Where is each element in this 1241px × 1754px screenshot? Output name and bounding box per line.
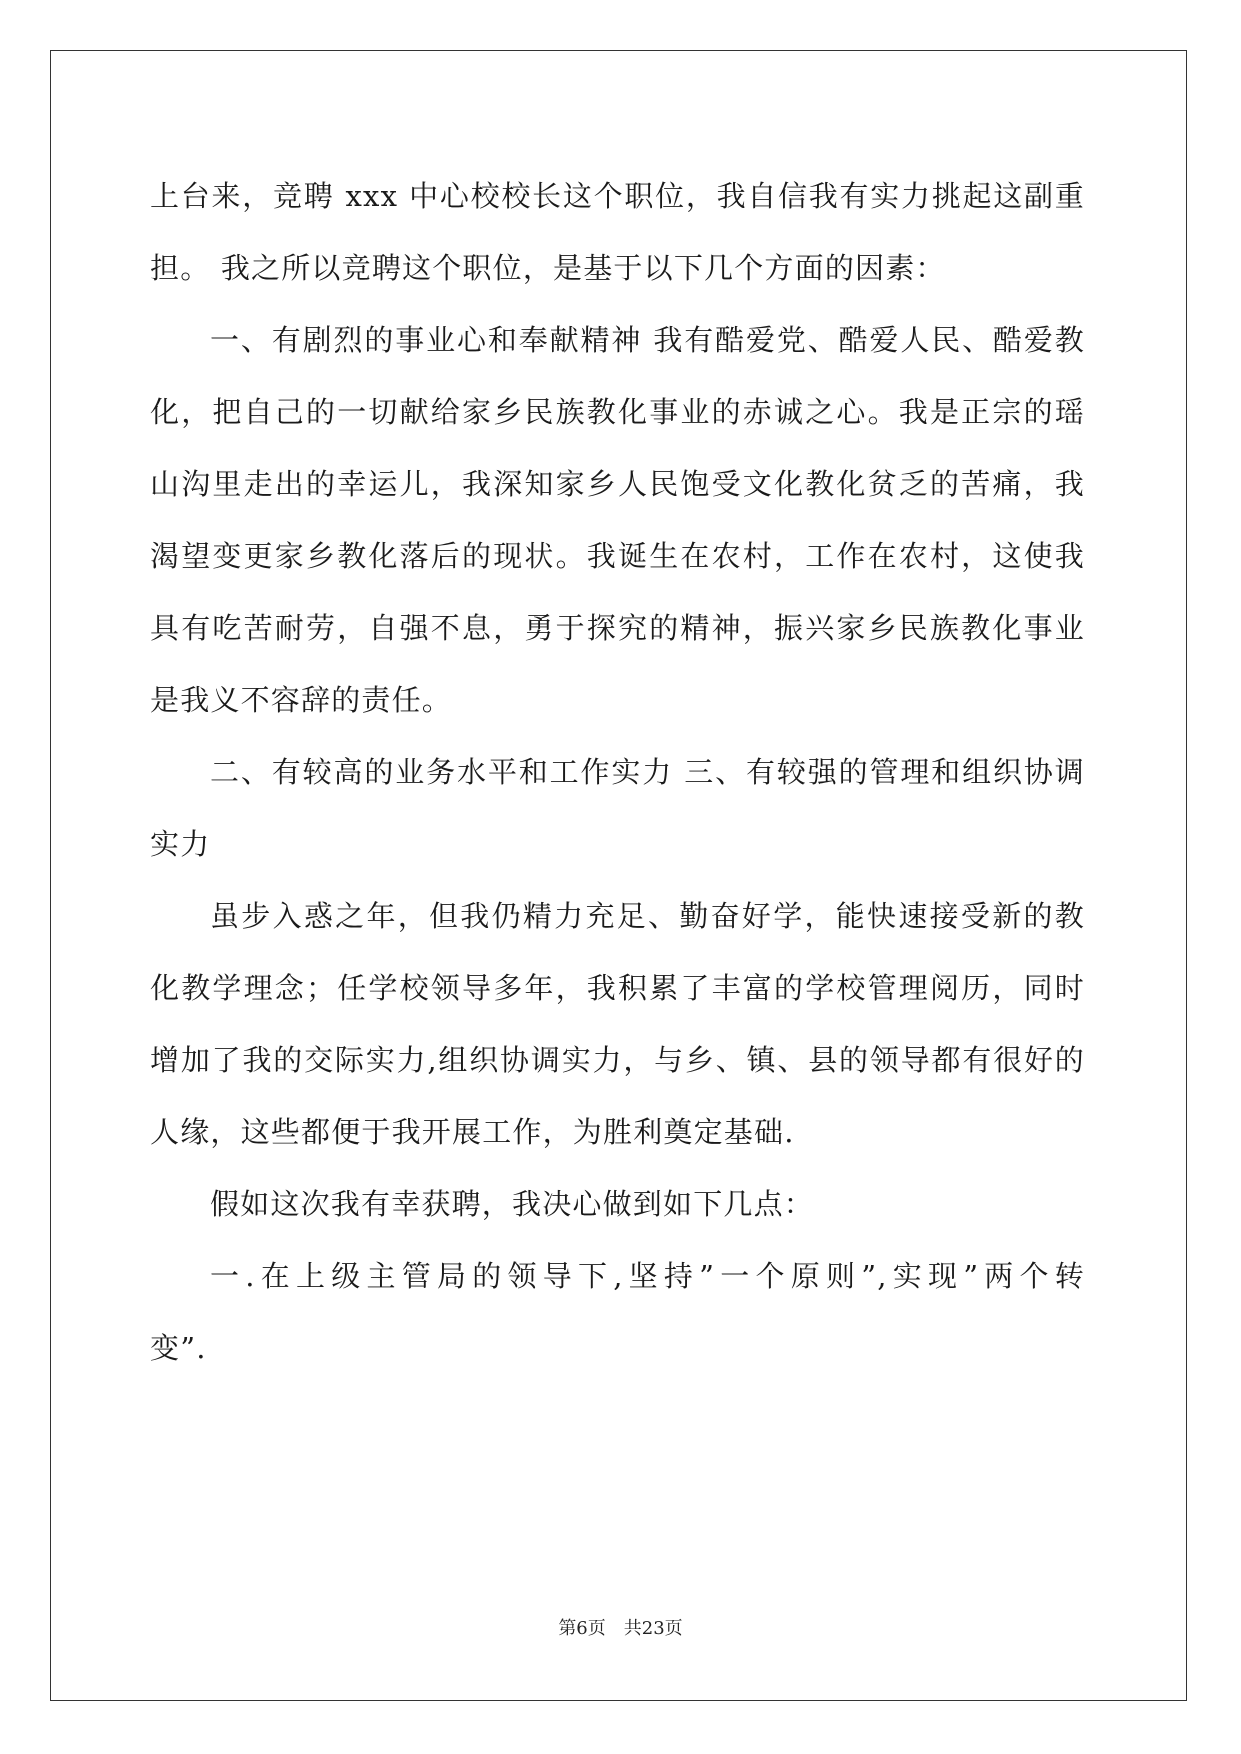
page-number: 第6页 [558, 1618, 606, 1639]
text-line: 上台来，竞聘 xxx 中心校校长这个职位，我自信我有实力挑起这副重 [150, 179, 1085, 213]
text-line: 山沟里走出的幸运儿，我深知家乡人民饱受文化教化贫乏的苦痛，我 [150, 467, 1085, 501]
text-line: 担。 我之所以竞聘这个职位，是基于以下几个方面的因素： [150, 251, 946, 285]
text-line: 假如这次我有幸获聘，我决心做到如下几点： [210, 1187, 815, 1221]
text-line: 一.在上级主管局的领导下,坚持”一个原则”,实现”两个转 [210, 1259, 1085, 1293]
text-line: 二、有较高的业务水平和工作实力 三、有较强的管理和组织协调 [210, 755, 1085, 789]
text-line: 渴望变更家乡教化落后的现状。我诞生在农村，工作在农村，这使我 [150, 539, 1085, 573]
page-footer [0, 1614, 1241, 1640]
page-total: 共23页 [623, 1618, 683, 1639]
text-line: 化，把自己的一切献给家乡民族教化事业的赤诚之心。我是正宗的瑶 [150, 395, 1085, 429]
text-line: 增加了我的交际实力,组织协调实力，与乡、镇、县的领导都有很好的 [150, 1043, 1085, 1077]
text-line: 人缘，这些都便于我开展工作，为胜利奠定基础. [150, 1115, 795, 1149]
text-line: 一、有剧烈的事业心和奉献精神 我有酷爱党、酷爱人民、酷爱教 [210, 323, 1085, 357]
document-body [150, 160, 1085, 1384]
text-line: 虽步入惑之年，但我仍精力充足、勤奋好学，能快速接受新的教 [210, 899, 1085, 933]
text-line: 实力 [150, 827, 211, 861]
text-line: 化教学理念；任学校领导多年，我积累了丰富的学校管理阅历，同时 [150, 971, 1085, 1005]
text-line: 变”. [150, 1331, 207, 1365]
text-line: 是我义不容辞的责任。 [150, 683, 453, 717]
text-line: 具有吃苦耐劳，自强不息，勇于探究的精神，振兴家乡民族教化事业 [150, 611, 1085, 645]
